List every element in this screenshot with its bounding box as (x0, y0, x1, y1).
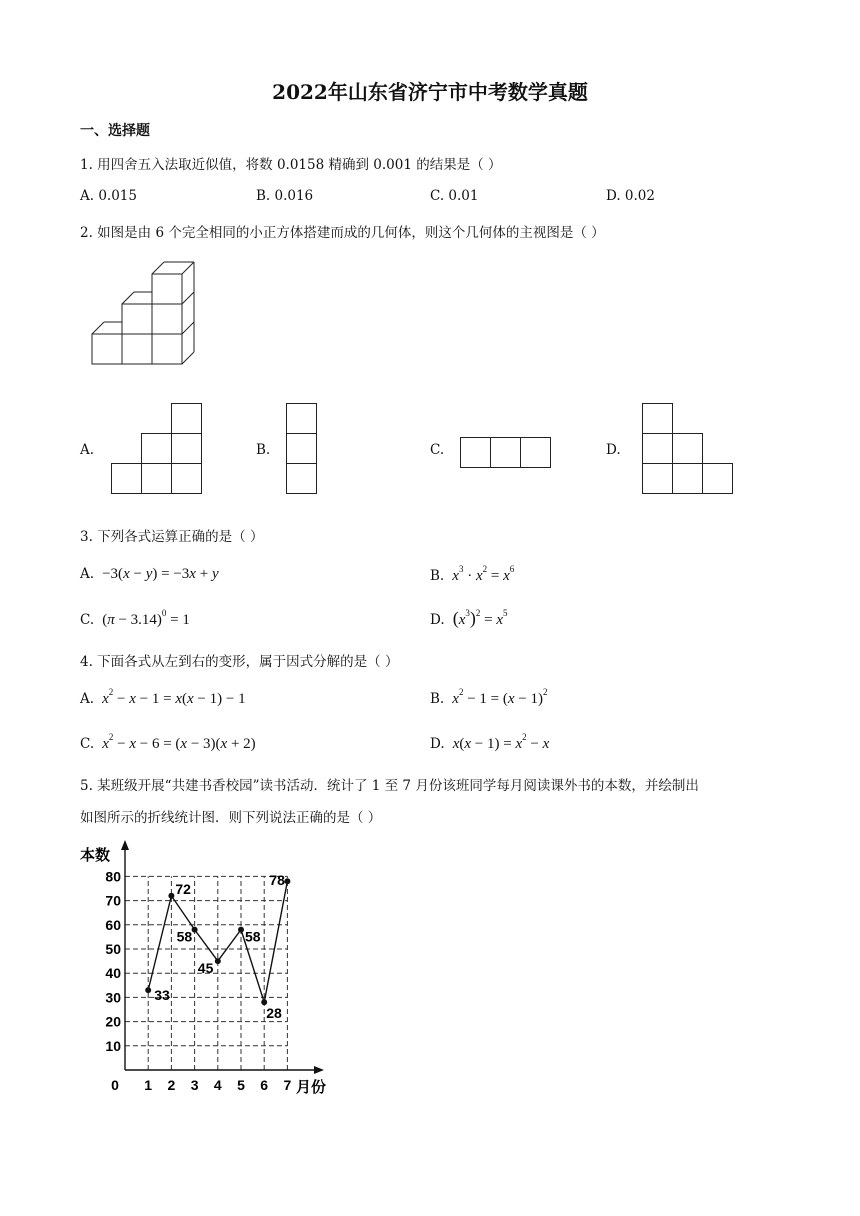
chart-y-axis-label: 本数 (80, 847, 111, 864)
question-4-stem: 4. 下面各式从左到右的变形，属于因式分解的是（ ） (80, 654, 399, 670)
y-tick-label: 60 (105, 916, 121, 933)
y-tick-label: 10 (105, 1037, 121, 1054)
question-5-stem-line-1: 5. 某班级开展“共建书香校园”读书活动．统计了 1 至 7 月份该班同学每月阅读课外书的本数，并绘制出 (80, 778, 699, 794)
x-tick-label: 4 (213, 1077, 222, 1093)
option-label: D. (430, 736, 445, 752)
y-axis-arrow (121, 840, 129, 850)
x-tick-label: 2 (167, 1077, 176, 1093)
cube-solid-figure (88, 258, 198, 370)
data-label: 58 (245, 928, 261, 945)
question-4-option-d (430, 734, 549, 753)
x-tick-label: 7 (283, 1077, 292, 1093)
x-tick-label: 1 (144, 1077, 153, 1093)
question-1-option-d: D. 0.02 (606, 188, 655, 204)
data-point (145, 987, 151, 993)
data-label: 78 (269, 872, 285, 889)
formula: −3(x − y) = −3x + y (102, 566, 219, 582)
question-1-option-a: A. 0.015 (80, 188, 137, 204)
question-2-option-b-label: B. (256, 442, 271, 458)
data-label: 33 (154, 987, 170, 1004)
question-5-stem-line-2: 如图所示的折线统计图．则下列说法正确的是（ ） (80, 810, 382, 826)
option-label: D. (430, 612, 445, 628)
question-1-stem: 1. 用四舍五入法取近似值，将数 0.0158 精确到 0.001 的结果是（ ） (80, 157, 502, 173)
formula: $x^2 - x - 6 = (x - 3)(x + 2)$ (98, 732, 256, 752)
chart-x-axis-label: 月份 (296, 1079, 327, 1096)
x-axis-arrow (314, 1066, 324, 1074)
question-1-option-c: C. 0.01 (430, 188, 479, 204)
question-2-option-d-label: D. (606, 442, 621, 458)
question-2-option-c-label: C. (430, 442, 445, 458)
option-label: C. (80, 736, 95, 752)
option-label: B. (430, 568, 445, 584)
option-label: A. (80, 566, 95, 582)
x-tick-label: 0 (111, 1077, 119, 1093)
formula: $x^3 \cdot x^2 = x^6$ (448, 564, 515, 584)
y-tick-label: 50 (105, 941, 121, 957)
question-2-stem: 2. 如图是由 6 个完全相同的小正方体搭建而成的几何体，则这个几何体的主视图是（ ） (80, 225, 605, 241)
data-label: 58 (176, 928, 193, 945)
question-3-stem: 3. 下列各式运算正确的是（ ） (80, 529, 264, 545)
x-tick-label: 3 (190, 1077, 199, 1093)
front-view-a (110, 402, 204, 496)
question-4-option-a (80, 689, 246, 708)
page-title: 2022年山东省济宁市中考数学真题 (272, 80, 588, 104)
formula: $x^2 - 1 = (x - 1)^2$ (448, 687, 548, 707)
y-tick-label: 70 (105, 892, 121, 909)
x-tick-label: 5 (237, 1077, 245, 1093)
x-tick-label: 6 (260, 1077, 269, 1093)
section-heading: 一、选择题 (80, 123, 150, 139)
reading-line-chart (70, 838, 350, 1098)
formula: $x(x - 1) = x^2 - x$ (448, 732, 550, 752)
question-4-option-b (430, 689, 548, 708)
data-point (215, 958, 221, 964)
formula: $x^2 - x - 1 = x(x - 1) - 1$ (98, 687, 246, 707)
question-1-option-b: B. 0.016 (256, 188, 314, 204)
front-view-d (641, 402, 735, 496)
y-tick-label: 40 (105, 965, 121, 982)
question-3-option-b (430, 566, 514, 585)
y-tick-label: 20 (105, 1013, 121, 1030)
question-4-option-c (80, 734, 256, 753)
data-label: 45 (197, 960, 214, 977)
question-2-option-a-label: A. (80, 442, 95, 458)
question-3-option-d (430, 608, 508, 629)
chart-axes (121, 840, 324, 1074)
data-point (284, 878, 290, 884)
y-tick-label: 80 (105, 868, 121, 885)
data-point (192, 927, 198, 933)
chart-tick-labels (105, 868, 291, 1093)
front-view-c (459, 436, 553, 470)
question-3-option-a (80, 566, 219, 583)
formula: $(\pi - 3.14)^0 = 1$ (102, 608, 190, 628)
question-3-option-c (80, 610, 190, 629)
option-label: A. (80, 691, 95, 707)
data-label: 28 (266, 1005, 282, 1022)
option-label: C. (80, 612, 95, 628)
data-point (168, 893, 174, 899)
data-label: 72 (175, 880, 191, 897)
data-point (238, 927, 244, 933)
y-tick-label: 30 (105, 989, 121, 1006)
front-view-b (285, 402, 319, 496)
option-label: B. (430, 691, 445, 707)
formula: $(x^3)^2 = x^5$ (452, 608, 508, 628)
